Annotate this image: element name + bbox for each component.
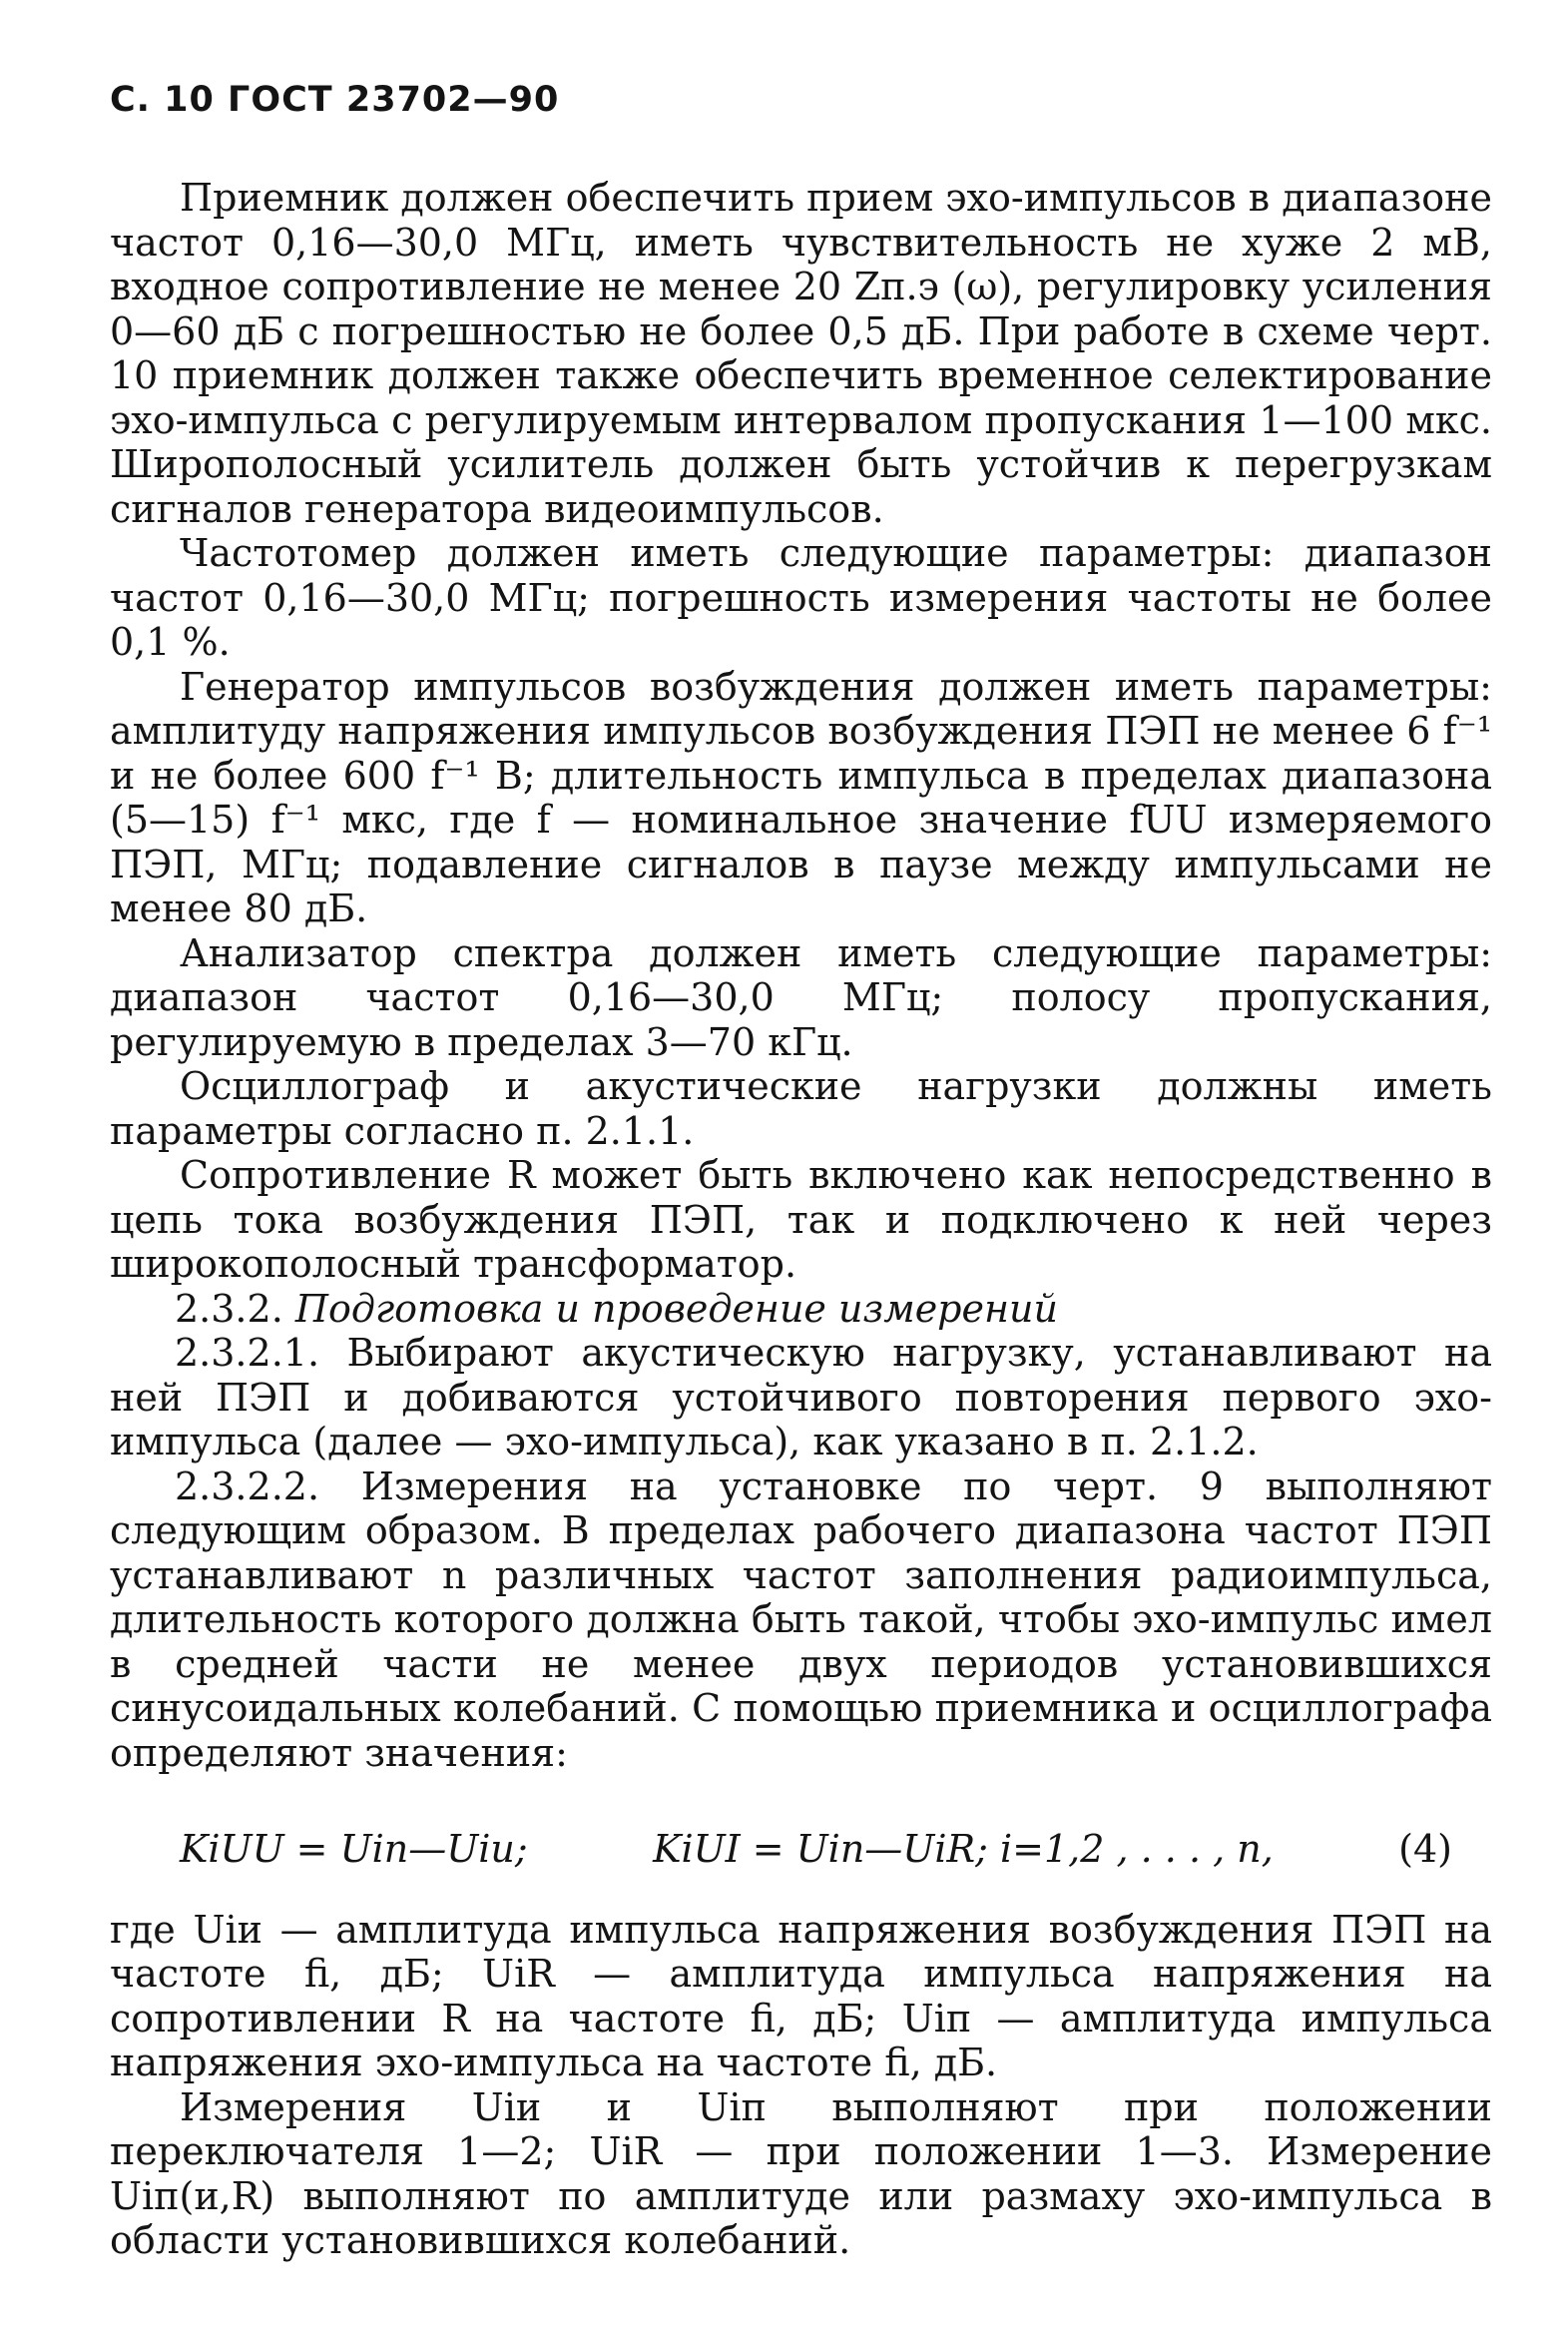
paragraph-frequency-meter: Частотомер должен иметь следующие параметры: диапазон частот 0,16—30,0 МГц; погрешность измерения частоты не более 0,1 %.	[110, 531, 1492, 664]
paragraph-measurements: Измерения Uiи и Uiп выполняют при положении переключателя 1—2; UiR — при положении 1—3. Измерение Uiп(и,R) выполняют по амплитуде или размаху эхо-импульса в области установившихся колебаний.	[110, 2084, 1492, 2262]
paragraph-resistance: Сопротивление R может быть включено как непосредственно в цепь тока возбуждения ПЭП, так и подключено к ней через широкополосный трансформатор.	[110, 1153, 1492, 1286]
section-number: 2.3.2.	[175, 1286, 283, 1331]
running-head: С. 10 ГОСТ 23702—90	[110, 80, 560, 120]
formula-number: (4)	[1398, 1827, 1452, 1871]
formula-4	[110, 1775, 1492, 1908]
section-heading	[110, 1287, 1492, 1332]
paragraph-receiver: Приемник должен обеспечить прием эхо-импульсов в диапазоне частот 0,16—30,0 МГц, иметь чувствительность не хуже 2 мВ, входное сопротивление не менее 20 Zп.э (ω), регулировку усиления 0—60 дБ с погрешностью не более 0,5 дБ. При работе в схеме черт. 10 приемник должен также обеспечить временное селектирование эхо-импульса с регулируемым интервалом пропускания 1—100 мкс. Широполосный усилитель должен быть устойчив к перегрузкам сигналов генератора видеоимпульсов.	[110, 176, 1492, 531]
paragraph-spectrum-analyzer: Анализатор спектра должен иметь следующие параметры: диапазон частот 0,16—30,0 МГц; полосу пропускания, регулируемую в пределах 3—70 кГц.	[110, 930, 1492, 1064]
formula-middle: KiUI = Uiп—UiR; i=1,2 , . . . , n,	[653, 1827, 1274, 1871]
document-page	[110, 80, 1492, 2276]
item-2-3-2-1: 2.3.2.1. Выбирают акустическую нагрузку, устанавливают на ней ПЭП и добиваются устойчивого повторения первого эхо-импульса (далее — эхо-импульса), как указано в п. 2.1.2.	[110, 1331, 1492, 1463]
paragraph-where: где Uiи — амплитуда импульса напряжения возбуждения ПЭП на частоте fi, дБ; UiR — амплитуда импульса напряжения на сопротивлении R на частоте fi, дБ; Uiп — амплитуда импульса напряжения эхо-импульса на частоте fi, дБ.	[110, 1907, 1492, 2084]
formula-left: KiUU = Uiп—Uiи;	[180, 1827, 528, 1871]
body-text	[110, 176, 1492, 2263]
paragraph-pulse-generator: Генератор импульсов возбуждения должен иметь параметры: амплитуду напряжения импульсов возбуждения ПЭП не менее 6 f⁻¹ и не более 600 f⁻¹ В; длительность импульса в пределах диапазона (5—15) f⁻¹ мкс, где f — номинальное значение fUU измеряемого ПЭП, МГц; подавление сигналов в паузе между импульсами не менее 80 дБ.	[110, 664, 1492, 930]
section-title: Подготовка и проведение измерений	[294, 1286, 1058, 1331]
item-2-3-2-2: 2.3.2.2. Измерения на установке по черт. 9 выполняют следующим образом. В пределах рабочего диапазона частот ПЭП устанавливают n различных частот заполнения радиоимпульса, длительность которого должна быть такой, чтобы эхо-импульс имел в средней части не менее двух периодов установившихся синусоидальных колебаний. С помощью приемника и осциллографа определяют значения:	[110, 1463, 1492, 1775]
paragraph-oscilloscope: Осциллограф и акустические нагрузки должны иметь параметры согласно п. 2.1.1.	[110, 1064, 1492, 1153]
